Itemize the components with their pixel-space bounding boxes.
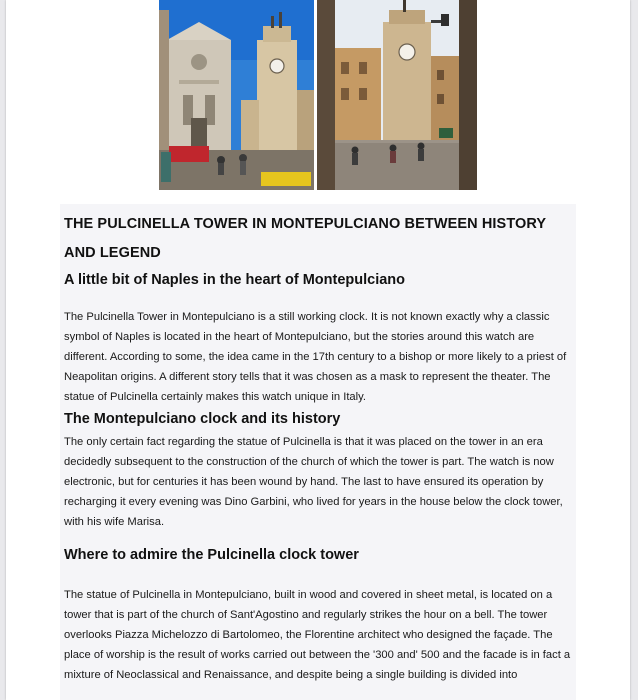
section-paragraph-clock-history: The only certain fact regarding the statue of Pulcinella is that it was placed on the tower in an era decidedly subsequent to the construction of the church of which the tower is part. The watch is now electronic, but for centuries it has been wound by hand. The last to have ensured its operation by recharging it every evening was Dino Garbini, who lived for years in the house below the clock tower, with his wife Marisa. — [64, 436, 563, 528]
left-photo — [159, 0, 314, 190]
section-paragraph-where-to-admire: The statue of Pulcinella in Montepulciano, built in wood and covered in sheet metal, is located on a tower that is part of the church of Sant'Agostino and regularly strikes the hour on a bell. The tower overlooks Piazza Michelozzo di Bartolomeo, the Florentine architect who designed the façade. The place of worship is the result of works carried out between the '300 and' 500 and the facade is in fact a mixture of Neoclassical and Renaissance, and despite being a single building is divided into — [64, 589, 571, 681]
photo-collage-illustration — [159, 0, 477, 190]
article-body — [60, 204, 576, 700]
section-heading-where-to-admire: Where to admire the Pulcinella clock tower — [64, 547, 359, 563]
article-title: THE PULCINELLA TOWER IN MONTEPULCIANO BETWEEN HISTORY AND LEGEND — [64, 216, 546, 261]
section-heading-naples: A little bit of Naples in the heart of Montepulciano — [64, 272, 406, 288]
section-heading-clock-history: The Montepulciano clock and its history — [64, 411, 341, 427]
right-photo — [317, 0, 477, 190]
header-photo-collage — [159, 0, 477, 190]
section-paragraph-naples: The Pulcinella Tower in Montepulciano is a still working clock. It is not known exactly why a classic symbol of Naples is located in the heart of Montepulciano, but the stories around this watch are different. According to some, the idea came in the 17th century to a bishop or more likely to a priest of Neapolitan origins. A different story tells that it was chosen as a mask to represent the theater. The statue of Pulcinella certainly makes this watch unique in Italy. — [64, 311, 567, 403]
document-page — [6, 0, 630, 700]
